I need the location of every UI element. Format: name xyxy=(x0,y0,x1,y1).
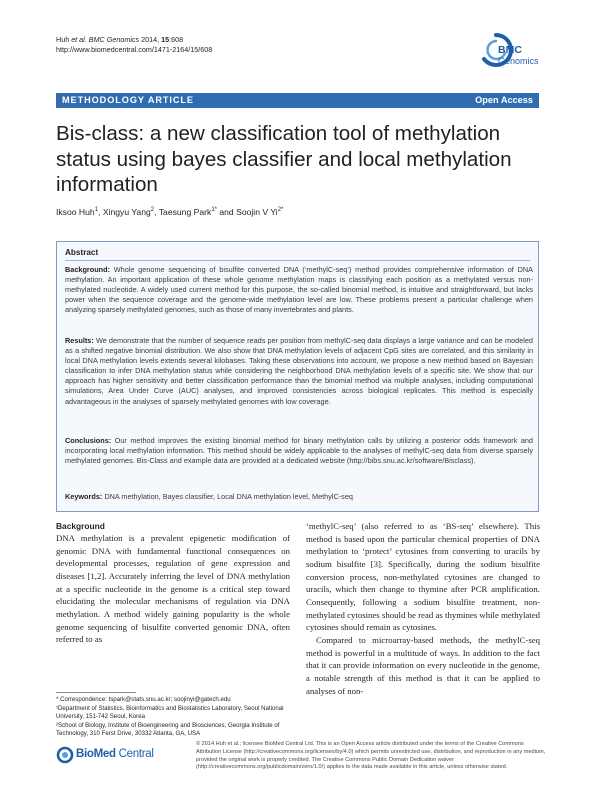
author-name: Xingyu Yang xyxy=(102,207,151,217)
citation-page: :608 xyxy=(169,35,184,44)
citation-journal: BMC Genomics xyxy=(86,35,140,44)
publisher-name-bold: BioMed xyxy=(76,748,116,760)
logo-text-genomics: Genomics xyxy=(498,56,539,66)
author-affiliation-mark: 2 xyxy=(150,207,155,214)
abstract-keywords xyxy=(65,492,533,502)
affiliation-1: ¹Department of Statistics, Bioinformatics and Biostatistics Laboratory, Seoul National University, 151-742 Seoul, Korea xyxy=(56,704,284,721)
logo-text-bmc: BMC xyxy=(498,44,522,56)
publisher-logo xyxy=(56,744,186,766)
abstract-divider xyxy=(65,260,530,261)
author-separator: , xyxy=(154,207,159,217)
license-notice: © 2014 Huh et al.; licensee BioMed Central Ltd. This is an Open Access article distributed under the terms of the Creative Commons Attribution License (http://creativecommons.org/licenses/by/4.0) which permits unrestricted use, distribution, and reproduction in any medium, provided the original work is properly credited. The Creative Commons Public Domain Dedication waiver (http://creativecommons.org/publicdomain/zero/1.0/) applies to the data made available in this article, unless otherwise stated. xyxy=(196,741,546,771)
body-column-right xyxy=(306,520,540,697)
abstract-conclusions xyxy=(65,436,533,466)
author-separator: , xyxy=(98,207,103,217)
abstract-box xyxy=(56,241,539,512)
body-paragraph: DNA methylation is a prevalent epigenetic modification of genomic DNA with fundamental functional consequences on developmental processes, regulation of gene expression and diseases [1,2]. Accurately inferring the level of DNA methylation at a specific nucleotide in the genome is a critical step toward elucidating the molecular mechanisms of regulation via DNA methylation. A method widely gaining popularity is the whole genome sequencing of bisulfite converted genomic DNA, often referred to as xyxy=(56,533,290,645)
citation-authors: Huh xyxy=(56,35,72,44)
author-affiliation-mark: 2* xyxy=(277,207,284,214)
author-affiliation-mark: 1 xyxy=(94,207,99,214)
body-paragraph: Compared to microarray-based methods, the methylC-seq method is powerful in a multitude of ways. In addition to the fact that it can provide information on every nucleotide in the genome, a notable strength of this method is that it can be applied to analyses of non- xyxy=(306,634,540,696)
abstract-keywords-text: DNA methylation, Bayes classifier, Local DNA methylation level, MethylC-seq xyxy=(102,492,353,501)
publisher-name-regular: Central xyxy=(115,748,154,760)
abstract-results-label: Results: xyxy=(65,336,94,345)
article-title: Bis-class: a new classification tool of methylation status using bayes classifier and local methylation information xyxy=(56,122,512,196)
citation-volume: 15 xyxy=(161,35,170,44)
article-type-label: METHODOLOGY ARTICLE xyxy=(62,95,194,105)
author-name: Iksoo Huh xyxy=(56,207,95,217)
author-name: Soojin V Yi xyxy=(236,207,278,217)
biomed-central-swirl-icon xyxy=(56,746,74,764)
abstract-keywords-label: Keywords: xyxy=(65,492,103,501)
author-affiliation-mark: 1* xyxy=(211,207,217,214)
footnote-divider xyxy=(56,692,136,693)
publisher-name xyxy=(76,748,154,760)
abstract-background-text: Whole genome sequencing of bisulfite converted DNA (‘methylC-seq’) method provides comprehensive information of DNA methylation. An important application of these whole genome methylation maps is classifying each position as a methylated versus non-methylated nucleotide. A widely used current method for this purpose, the so-called binomial method, is intuitive and straightforward, but lacks power when the sequence coverage and the genome-wide methylation level are low. These problems present a particular challenge when analyzing sparsely methylated genomes, such as those of many invertebrates and plants. xyxy=(65,265,533,315)
abstract-heading: Abstract xyxy=(65,248,99,257)
abstract-conclusions-text: Our method improves the existing binomial method for binary methylation calls by utilizing a posterior odds framework and incorporating local methylation information. This method should be widely applicable to the analyses of methylC-seq data from diverse sparsely methylated genomes. Bis-Class and example data are provided at a dedicated website (http://bibs.snu.ac.kr/software/Bisclass). xyxy=(65,436,533,466)
abstract-conclusions-label: Conclusions: xyxy=(65,436,112,445)
header-citation xyxy=(56,35,212,54)
citation-year: 2014, xyxy=(139,35,162,44)
citation-etal: et al. xyxy=(71,35,87,44)
abstract-results-text: We demonstrate that the number of sequence reads per position from methylC-seq data displays a large variance and can be modeled as a shifted negative binomial distribution. We also show that DNA methylation levels of adjacent CpG sites are correlated, and this similarity in local DNA methylation levels extends several kilobases. Taking these observations into account, we propose a new method based on Bayesian classification to infer DNA methylation status while considering the neighborhood DNA methylation levels of a specific site. We show that our approach has higher sensitivity and better classification performance than the binomial method via multiple analyses, including computational simulations, Area Under Curve (AUC) analyses, and improved consistencies across biological replicates. This method is especially advantageous in the analyses of sparsely methylated genomes with low coverage. xyxy=(65,336,533,406)
correspondence-note: * Correspondence: tspark@stats.snu.ac.kr; soojinyi@gatech.edu xyxy=(56,696,231,703)
article-type-banner xyxy=(56,93,539,108)
open-access-label: Open Access xyxy=(475,95,533,105)
affiliation-2: ²School of Biology, Institute of Bioengineering and Biosciences, Georgia Institute of Technology, 310 Ferst Drive, 30332 Atlanta, GA, USA xyxy=(56,721,280,738)
author-list xyxy=(56,207,546,217)
journal-logo xyxy=(478,30,544,78)
author-name: Taesung Park xyxy=(158,207,212,217)
section-heading-background: Background xyxy=(56,521,105,531)
author-separator: and xyxy=(216,207,237,217)
footnotes xyxy=(56,692,290,739)
abstract-background xyxy=(65,265,533,315)
body-column-left xyxy=(56,520,290,646)
abstract-results xyxy=(65,336,533,407)
citation-line xyxy=(56,35,212,45)
article-url[interactable]: http://www.biomedcentral.com/1471-2164/15/608 xyxy=(56,44,213,54)
body-paragraph: ‘methylC-seq’ (also referred to as ‘BS-seq’ elsewhere). This method is based upon the particular chemical properties of DNA methylation to ‘protect’ cytosines from converting to uracils by sodium bisulfite [3]. Specifically, during the sodium bisulfite conversion process, non-methylated cytosines are changed to uracils, which then change to thymine after PCR amplification. Consequently, following a sodium bisulfite treatment, non-methylated cytosines should be read as thymines while methylated cytosines should remain as cytosines. xyxy=(306,521,540,633)
abstract-background-label: Background: xyxy=(65,265,110,274)
